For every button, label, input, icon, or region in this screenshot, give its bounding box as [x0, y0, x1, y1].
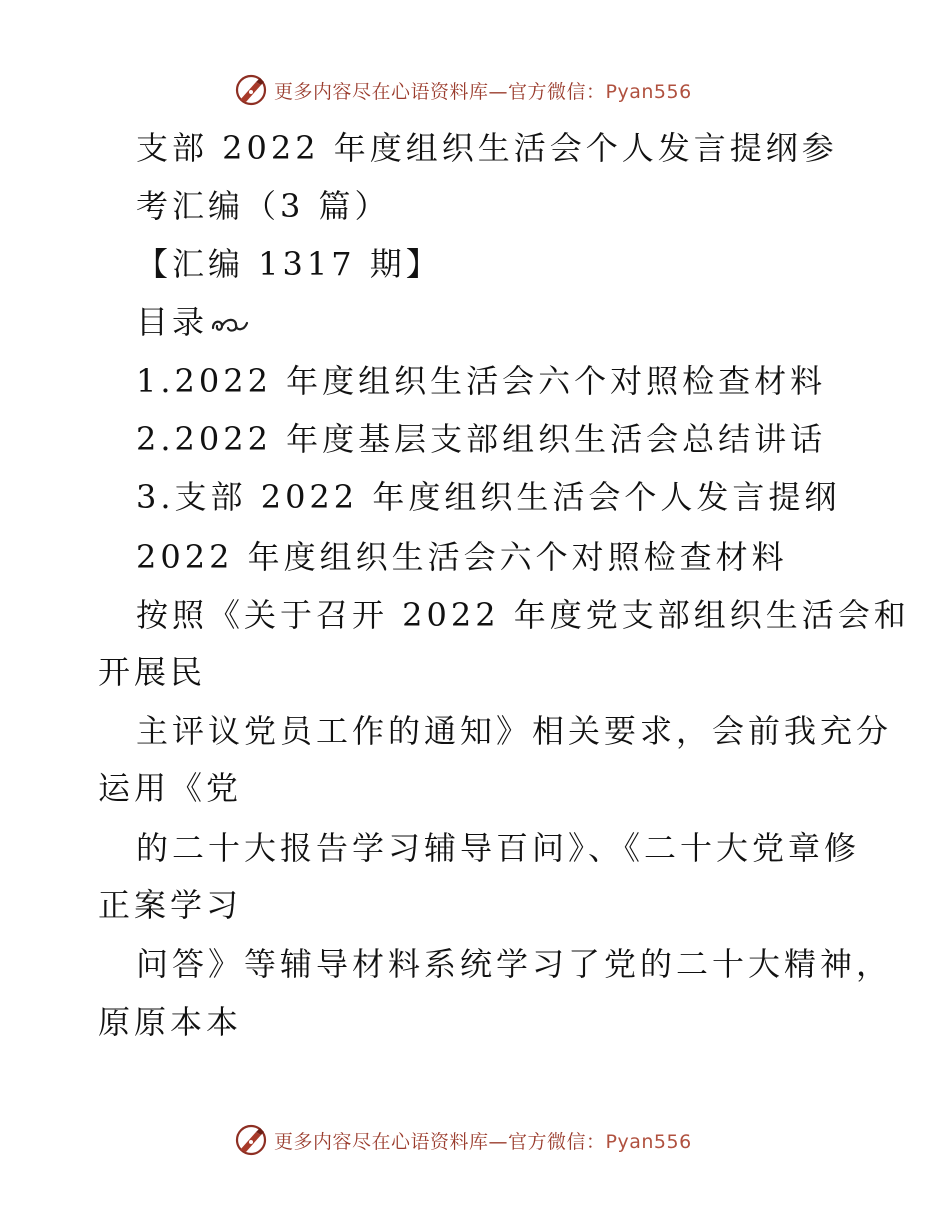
watermark-handle: Pyan556: [605, 1130, 692, 1153]
body-line: 主评议党员工作的通知》相关要求，会前我充分: [136, 712, 893, 750]
pen-nib-logo-icon: [234, 1123, 268, 1157]
toc-heading: [136, 302, 250, 342]
doc-title-line-2: 考汇编（3 篇）: [136, 187, 391, 225]
doc-title-line-1: 支部 2022 年度组织生活会个人发言提纲参: [136, 129, 838, 167]
toc-item: 2.2022 年度基层支部组织生活会总结讲话: [136, 420, 827, 458]
pen-nib-logo-icon: [234, 73, 268, 107]
header-watermark: [234, 72, 692, 108]
body-line: 正案学习: [98, 886, 243, 924]
toc-heading-label: 目录: [136, 303, 209, 341]
toc-item: 3.支部 2022 年度组织生活会个人发言提纲: [136, 478, 841, 516]
body-line: 开展民: [98, 653, 207, 691]
body-line: 的二十大报告学习辅导百问》、《二十大党章修: [136, 829, 861, 867]
flourish-icon: [210, 314, 250, 336]
section-title: 2022 年度组织生活会六个对照检查材料: [136, 538, 788, 576]
footer-watermark: [234, 1122, 692, 1158]
body-line: 按照《关于召开 2022 年度党支部组织生活会和: [136, 596, 910, 634]
toc-item: 1.2022 年度组织生活会六个对照检查材料: [136, 362, 827, 400]
body-line: 问答》等辅导材料系统学习了党的二十大精神，: [136, 945, 893, 983]
body-line: 原原本本: [98, 1003, 243, 1041]
watermark-text: 更多内容尽在心语资料库—官方微信：Pyan556: [274, 1130, 692, 1153]
watermark-text: 更多内容尽在心语资料库—官方微信：Pyan556: [274, 80, 692, 103]
body-line: 运用《党: [98, 769, 243, 807]
watermark-handle: Pyan556: [605, 80, 692, 103]
issue-number: 【汇编 1317 期】: [136, 245, 442, 283]
